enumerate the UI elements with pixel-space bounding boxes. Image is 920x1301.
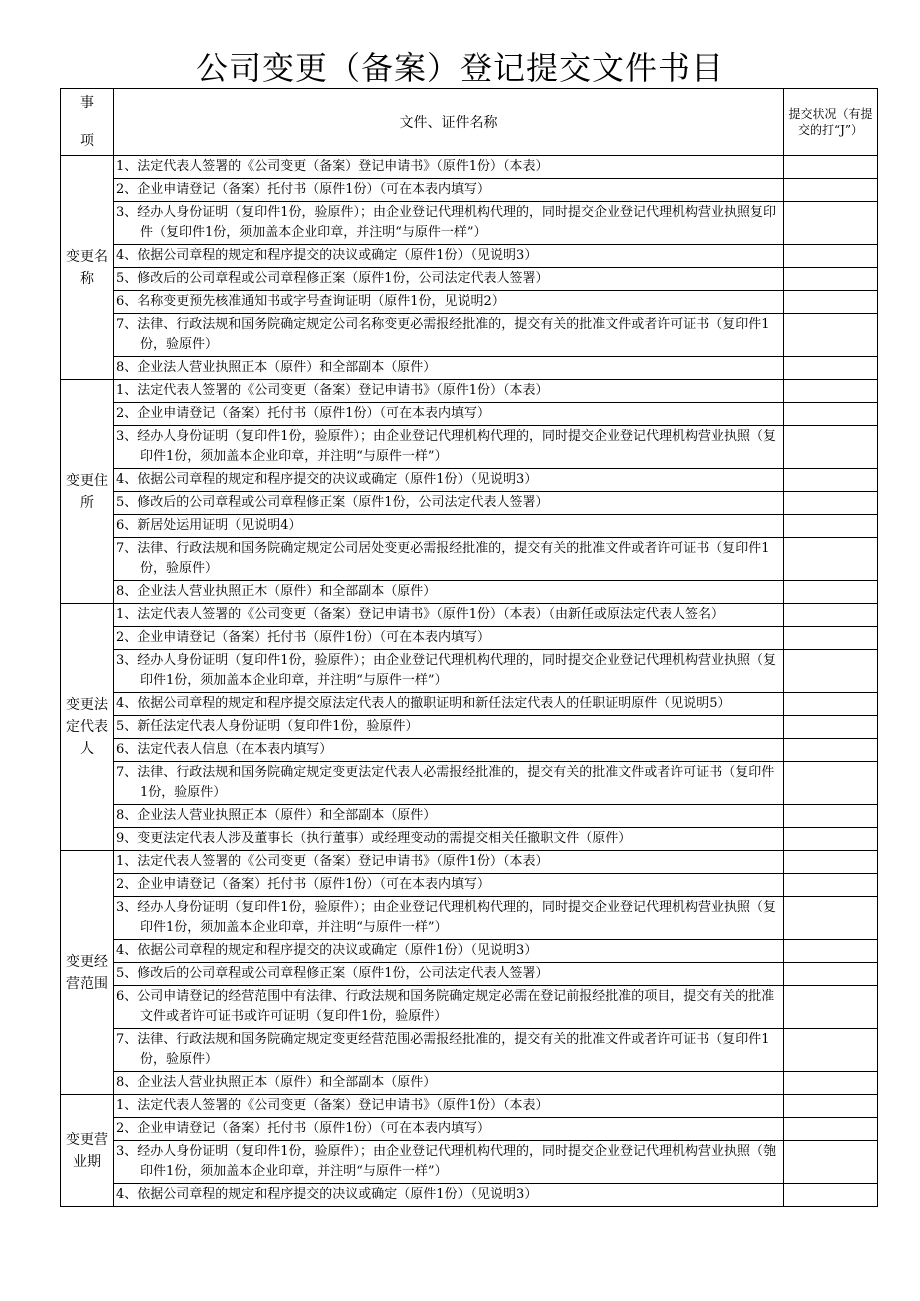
document-name-cell xyxy=(114,627,784,650)
document-name: 4、依据公司章程的规定和程序提交的决议或确定（原件1份）（见说明3） xyxy=(116,1187,538,1202)
table-row xyxy=(61,805,878,828)
table-row xyxy=(61,762,878,805)
document-name: 7、法律、行政法规和国务院确定规定变更法定代表人必需报经批准的，提交有关的批准文件或者许可证书（复印件1份，验原件） xyxy=(116,765,775,800)
documents-table xyxy=(60,88,878,1207)
table-row xyxy=(61,426,878,469)
table-row xyxy=(61,940,878,963)
table-row xyxy=(61,357,878,380)
document-name-cell xyxy=(114,426,784,469)
table-row xyxy=(61,963,878,986)
submission-status-cell[interactable] xyxy=(784,357,878,380)
table-row xyxy=(61,828,878,851)
submission-status-cell[interactable] xyxy=(784,986,878,1029)
submission-status-cell[interactable] xyxy=(784,805,878,828)
document-name: 3、经办人身份证明（复印件1份，验原件）；由企业登记代理机构代理的，同时提交企业登记代理机构营业执照（匏印件1份，须加盖本企业印章，并注明“与原件一样”） xyxy=(116,1144,777,1179)
document-name: 1、法定代表人签署的《公司变更（备案）登记申请书》（原件1份）（本表） xyxy=(116,159,549,174)
table-row xyxy=(61,650,878,693)
table-row xyxy=(61,1184,878,1207)
table-row xyxy=(61,268,878,291)
submission-status-cell[interactable] xyxy=(784,627,878,650)
submission-status-cell[interactable] xyxy=(784,492,878,515)
header-doc-name: 文件、证件名称 xyxy=(114,89,784,156)
page-title: 公司变更（备案）登记提交文件书目 xyxy=(195,49,724,87)
document-name: 5、修改后的公司章程或公司章程修正案（原件1份，公司法定代表人签署） xyxy=(116,966,549,981)
submission-status-cell[interactable] xyxy=(784,314,878,357)
submission-status-cell[interactable] xyxy=(784,693,878,716)
submission-status-cell[interactable] xyxy=(784,762,878,805)
document-name: 6、法定代表人信息（在本表内填写） xyxy=(116,742,333,757)
table-row xyxy=(61,245,878,268)
document-name-cell xyxy=(114,202,784,245)
submission-status-cell[interactable] xyxy=(784,202,878,245)
document-name: 8、企业法人营业执照正本（原件）和全部副本（原件） xyxy=(116,808,437,823)
document-name-cell xyxy=(114,268,784,291)
table-row xyxy=(61,739,878,762)
document-name: 7、法律、行政法规和国务院确定规定变更经营范围必需报经批准的，提交有关的批准文件或者许可证书（复印件1份，验原件） xyxy=(116,1032,770,1067)
submission-status-cell[interactable] xyxy=(784,403,878,426)
table-row xyxy=(61,403,878,426)
document-name-cell xyxy=(114,874,784,897)
submission-status-cell[interactable] xyxy=(784,1118,878,1141)
table-row xyxy=(61,469,878,492)
document-name-cell xyxy=(114,986,784,1029)
header-status: 提交状况（有提交的打“J”） xyxy=(784,89,878,156)
document-name: 3、经办人身份证明（复印件1份，验原件）；由企业登记代理机构代理的，同时提交企业登记代理机构营业执照（复印件1份，须加盖本企业印章，并注明“与原件一样”） xyxy=(116,653,777,688)
document-name: 4、依据公司章程的规定和程序提交的决议或确定（原件1份）（见说明3） xyxy=(116,472,538,487)
submission-status-cell[interactable] xyxy=(784,828,878,851)
document-name-cell xyxy=(114,1029,784,1072)
submission-status-cell[interactable] xyxy=(784,581,878,604)
document-name-cell xyxy=(114,156,784,179)
submission-status-cell[interactable] xyxy=(784,897,878,940)
document-name-cell xyxy=(114,380,784,403)
submission-status-cell[interactable] xyxy=(784,940,878,963)
table-row xyxy=(61,874,878,897)
document-name: 2、企业申请登记（备案）托付书（原件1份）（可在本表内填写） xyxy=(116,877,491,892)
submission-status-cell[interactable] xyxy=(784,538,878,581)
table-row xyxy=(61,515,878,538)
table-row xyxy=(61,693,878,716)
document-name-cell xyxy=(114,515,784,538)
document-name: 1、法定代表人签署的《公司变更（备案）登记申请书》（原件1份）（本表） xyxy=(116,383,549,398)
document-name: 5、新任法定代表人身份证明（复印件1份，验原件） xyxy=(116,719,419,734)
document-name: 1、法定代表人签署的《公司变更（备案）登记申请书》（原件1份）（本表）（由新任或原法定代表人签名） xyxy=(116,607,725,622)
submission-status-cell[interactable] xyxy=(784,268,878,291)
document-name: 6、公司申请登记的经营范围中有法律、行政法规和国务院确定规定必需在登记前报经批准的项目，提交有关的批准文件或者许可证书或许可证明（复印件1份，验原件） xyxy=(116,989,775,1024)
document-name: 3、经办人身份证明（复印件1份，验原件）；由企业登记代理机构代理的，同时提交企业登记代理机构营业执照复印件（复印件1份，须加盖本企业印章，并注明“与原件一样”） xyxy=(116,205,777,240)
document-name-cell xyxy=(114,357,784,380)
document-name: 8、企业法人营业执照正本（原件）和全部副本（原件） xyxy=(116,1075,437,1090)
document-name-cell xyxy=(114,1072,784,1095)
document-name-cell xyxy=(114,469,784,492)
submission-status-cell[interactable] xyxy=(784,179,878,202)
submission-status-cell[interactable] xyxy=(784,515,878,538)
submission-status-cell[interactable] xyxy=(784,1095,878,1118)
document-name-cell xyxy=(114,940,784,963)
document-name-cell xyxy=(114,1184,784,1207)
table-row xyxy=(61,627,878,650)
table-row xyxy=(61,1141,878,1184)
table-row xyxy=(61,716,878,739)
document-name-cell xyxy=(114,581,784,604)
section-item-label: 变更经营范围 xyxy=(61,851,114,1095)
table-row xyxy=(61,986,878,1029)
document-name-cell xyxy=(114,716,784,739)
document-name-cell xyxy=(114,538,784,581)
document-name-cell xyxy=(114,762,784,805)
submission-status-cell[interactable] xyxy=(784,245,878,268)
document-name: 2、企业申请登记（备案）托付书（原件1份）（可在本表内填写） xyxy=(116,182,491,197)
document-name-cell xyxy=(114,963,784,986)
submission-status-cell[interactable] xyxy=(784,851,878,874)
table-row xyxy=(61,581,878,604)
document-name: 7、法律、行政法规和国务院确定规定公司名称变更必需报经批准的，提交有关的批准文件或者许可证书（复印件1份，验原件） xyxy=(116,317,770,352)
section-item-label: 变更营业期 xyxy=(61,1095,114,1207)
document-name-cell xyxy=(114,314,784,357)
document-name-cell xyxy=(114,492,784,515)
document-name: 5、修改后的公司章程或公司章程修正案（原件1份，公司法定代表人签署） xyxy=(116,495,549,510)
section-item-label: 变更住所 xyxy=(61,380,114,604)
document-name: 4、依据公司章程的规定和程序提交的决议或确定（原件1份）（见说明3） xyxy=(116,248,538,263)
document-name-cell xyxy=(114,851,784,874)
document-name-cell xyxy=(114,291,784,314)
document-name: 4、依据公司章程的规定和程序提交原法定代表人的撤职证明和新任法定代表人的任职证明原件（见说明5） xyxy=(116,696,731,711)
submission-status-cell[interactable] xyxy=(784,716,878,739)
submission-status-cell[interactable] xyxy=(784,426,878,469)
document-name-cell xyxy=(114,1095,784,1118)
document-name: 1、法定代表人签署的《公司变更（备案）登记申请书》（原件1份）（本表） xyxy=(116,854,549,869)
section-item-label: 变更法定代表人 xyxy=(61,604,114,851)
document-name: 5、修改后的公司章程或公司章程修正案（原件1份，公司法定代表人签署） xyxy=(116,271,549,286)
submission-status-cell[interactable] xyxy=(784,650,878,693)
document-name-cell xyxy=(114,1118,784,1141)
document-name: 6、新居处运用证明（见说明4） xyxy=(116,518,302,533)
document-name-cell xyxy=(114,897,784,940)
document-name: 2、企业申请登记（备案）托付书（原件1份）（可在本表内填写） xyxy=(116,1121,491,1136)
document-name-cell xyxy=(114,179,784,202)
header-item-top: 事 xyxy=(80,95,94,111)
document-name: 1、法定代表人签署的《公司变更（备案）登记申请书》（原件1份）（本表） xyxy=(116,1098,549,1113)
table-row xyxy=(61,897,878,940)
document-name: 4、依据公司章程的规定和程序提交的决议或确定（原件1份）（见说明3） xyxy=(116,943,538,958)
submission-status-cell[interactable] xyxy=(784,604,878,627)
submission-status-cell[interactable] xyxy=(784,739,878,762)
document-name: 3、经办人身份证明（复印件1份，验原件）；由企业登记代理机构代理的，同时提交企业登记代理机构营业执照（复印件1份，须加盖本企业印章，并注明“与原件一样”） xyxy=(116,429,777,464)
submission-status-cell[interactable] xyxy=(784,1141,878,1184)
table-row xyxy=(61,291,878,314)
table-row xyxy=(61,179,878,202)
document-name-cell xyxy=(114,828,784,851)
document-name-cell xyxy=(114,245,784,268)
document-name-cell xyxy=(114,739,784,762)
submission-status-cell[interactable] xyxy=(784,469,878,492)
table-row xyxy=(61,1095,878,1118)
table-row xyxy=(61,1029,878,1072)
table-row xyxy=(61,314,878,357)
document-name-cell xyxy=(114,693,784,716)
header-item-bottom: 项 xyxy=(80,133,94,149)
header-item xyxy=(61,89,114,156)
submission-status-cell[interactable] xyxy=(784,380,878,403)
submission-status-cell[interactable] xyxy=(784,874,878,897)
table-row xyxy=(61,538,878,581)
submission-status-cell[interactable] xyxy=(784,1072,878,1095)
header-row xyxy=(61,89,878,156)
document-name: 9、变更法定代表人涉及董事长（执行董事）或经理变动的需提交相关任撤职文件（原件） xyxy=(116,831,632,846)
document-name-cell xyxy=(114,403,784,426)
table-row xyxy=(61,380,878,403)
document-name: 2、企业申请登记（备案）托付书（原件1份）（可在本表内填写） xyxy=(116,630,491,645)
document-name: 7、法律、行政法规和国务院确定规定公司居处变更必需报经批准的，提交有关的批准文件或者许可证书（复印件1份，验原件） xyxy=(116,541,770,576)
document-name-cell xyxy=(114,805,784,828)
document-name: 2、企业申请登记（备案）托付书（原件1份）（可在本表内填写） xyxy=(116,406,491,421)
submission-status-cell[interactable] xyxy=(784,963,878,986)
document-name: 8、企业法人营业执照正本（原件）和全部副本（原件） xyxy=(116,360,437,375)
document-name-cell xyxy=(114,604,784,627)
table-row xyxy=(61,156,878,179)
submission-status-cell[interactable] xyxy=(784,1184,878,1207)
document-name: 3、经办人身份证明（复印件1份，验原件）；由企业登记代理机构代理的，同时提交企业登记代理机构营业执照（复印件1份，须加盖本企业印章，并注明“与原件一样”） xyxy=(116,900,777,935)
document-name-cell xyxy=(114,1141,784,1184)
document-name: 6、名称变更预先核准通知书或字号查询证明（原件1份，见说明2） xyxy=(116,294,505,309)
table-row xyxy=(61,492,878,515)
table-row xyxy=(61,1072,878,1095)
document-name-cell xyxy=(114,650,784,693)
submission-status-cell[interactable] xyxy=(784,291,878,314)
section-item-label: 变更名称 xyxy=(61,156,114,380)
table-row xyxy=(61,202,878,245)
submission-status-cell[interactable] xyxy=(784,156,878,179)
table-row xyxy=(61,604,878,627)
document-name: 8、企业法人营业执照正木（原件）和全部副本（原件） xyxy=(116,584,437,599)
table-row xyxy=(61,1118,878,1141)
table-row xyxy=(61,851,878,874)
submission-status-cell[interactable] xyxy=(784,1029,878,1072)
